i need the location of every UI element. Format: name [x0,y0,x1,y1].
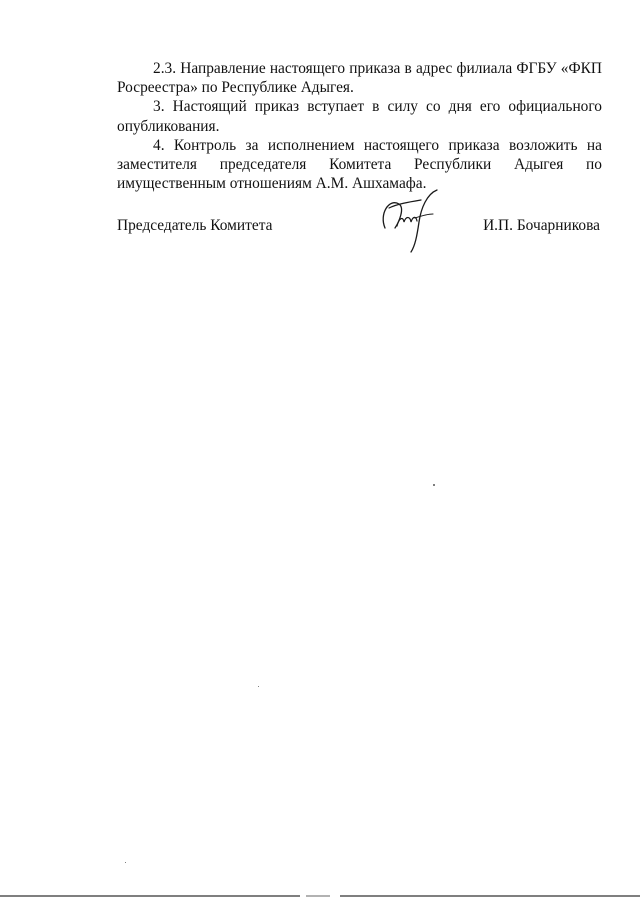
scan-speck [258,686,259,687]
signature-block [117,200,602,260]
scan-speck [125,862,126,863]
paragraph-4: 4. Контроль за исполнением настоящего приказа возложить на заместителя председателя Комитета Республики Адыгея по имущественным отношениям А.М. Ашхамафа. [117,136,602,193]
paragraph-3: 3. Настоящий приказ вступает в силу со дня его официального опубликования. [117,98,602,135]
paragraph-2-3: 2.3. Направление настоящего приказа в адрес филиала ФГБУ «ФКП Росреестра» по Республике Адыгея. [117,60,602,97]
signatory-role: Председатель Комитета [117,217,273,234]
order-body [117,59,602,193]
signatory-name: И.П. Бочарникова [483,217,600,234]
scan-speck [433,484,435,486]
scan-edge-line [0,895,640,898]
handwritten-signature [375,188,445,258]
